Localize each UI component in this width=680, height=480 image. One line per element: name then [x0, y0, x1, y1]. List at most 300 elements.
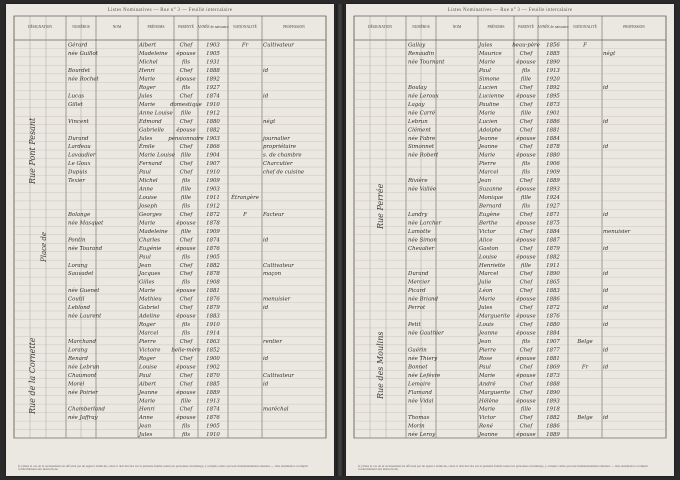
- right-cell-pro: id: [603, 288, 609, 295]
- left-cell-an: 1885: [206, 381, 220, 388]
- left-cell-nom: Lorang: [68, 262, 88, 269]
- left-table-row: [68, 42, 294, 49]
- left-table-row: [68, 389, 220, 396]
- right-cell-an: 1856: [546, 42, 560, 49]
- right-cell-par: Chef: [519, 127, 533, 134]
- right-table-row: [478, 161, 560, 167]
- left-table-row: [67, 161, 293, 167]
- right-cell-nat: F: [583, 42, 587, 49]
- right-cell-pre: Jeanne: [479, 330, 498, 337]
- right-cell-pro: id: [603, 415, 609, 422]
- left-cell-pro: id: [263, 68, 269, 75]
- right-cell-par: épouse: [516, 237, 536, 244]
- left-cell-an: 1908: [206, 279, 220, 286]
- right-cell-par: Chef: [519, 178, 533, 185]
- left-cell-par: Chef: [179, 68, 193, 75]
- right-cell-par: Chef: [519, 101, 533, 108]
- right-cell-pre: Louis: [479, 322, 494, 329]
- left-cell-an: 1863: [206, 338, 220, 345]
- left-cell-an: 1931: [206, 59, 220, 66]
- left-cell-an: 1882: [206, 127, 220, 134]
- right-table-row: [408, 152, 560, 159]
- left-column-header: NATIONALITÉ: [233, 25, 257, 29]
- right-cell-an: 1883: [546, 288, 560, 295]
- right-cell-nom: née Leroy: [408, 432, 436, 439]
- left-cell-pre: Jean: [139, 262, 152, 269]
- left-column-header: PRÉNOMS: [147, 25, 165, 29]
- left-cell-pro: id: [263, 355, 269, 362]
- right-cell-nom: Guérin: [408, 347, 427, 354]
- right-cell-par: Chef: [519, 423, 533, 430]
- left-cell-pro: Facteur: [263, 211, 285, 218]
- right-table-row: [478, 203, 560, 209]
- left-cell-an: 1889: [206, 389, 220, 396]
- left-cell-pre: Jeanne: [139, 389, 158, 396]
- right-cell-par: épouse: [516, 152, 536, 159]
- left-cell-an: 1910: [206, 432, 220, 439]
- street-label-perree: Rue Perrée: [376, 183, 385, 229]
- right-table-row: [407, 305, 609, 311]
- right-cell-par: épouse: [516, 93, 536, 100]
- left-cell-pre: Pierre: [139, 338, 156, 345]
- left-cell-nom: Gérard: [68, 42, 88, 49]
- left-cell-par: Chef: [179, 372, 193, 379]
- left-cell-par: fille: [180, 152, 192, 159]
- left-table-row: [138, 193, 259, 201]
- right-table-row: [407, 287, 609, 294]
- right-table-row: [408, 135, 560, 142]
- left-cell-pre: Paul: [139, 169, 151, 176]
- left-cell-pro: propriétaire: [263, 144, 297, 151]
- right-cell-pre: Jeanne: [479, 432, 498, 439]
- right-table-row: [407, 380, 560, 387]
- right-cell-an: 1920: [546, 76, 560, 83]
- left-cell-pro: Cultivateur: [263, 372, 294, 379]
- left-cell-nom: née Masquet: [68, 220, 104, 227]
- left-cell-par: fils: [181, 84, 191, 91]
- left-table-row: [138, 60, 220, 66]
- left-cell-par: Chef: [179, 144, 193, 151]
- left-cell-par: Chef: [179, 211, 193, 218]
- right-cell-pre: Victor: [479, 228, 496, 235]
- right-cell-an: 1895: [546, 93, 560, 100]
- right-cell-pre: Marie: [479, 59, 496, 66]
- right-cell-nom: née Vidal: [408, 398, 434, 405]
- right-cell-an: 1918: [546, 406, 560, 413]
- left-cell-par: Chef: [179, 93, 193, 100]
- left-table-row: [68, 219, 220, 226]
- right-table-row: [408, 219, 560, 226]
- left-cell-nom: Leblond: [68, 305, 91, 312]
- right-page: [346, 4, 674, 476]
- left-cell-par: fille: [180, 195, 192, 202]
- right-cell-pre: Jean: [479, 178, 492, 185]
- left-column-header: ANNÉE de naissance: [197, 25, 229, 29]
- right-cell-par: Chef: [519, 288, 533, 295]
- left-cell-nom: née Poirier: [68, 389, 99, 396]
- right-cell-pre: Simone: [479, 76, 500, 83]
- left-cell-nom: Marchand: [68, 338, 96, 345]
- right-table-row: [478, 170, 560, 176]
- right-cell-par: beau-père: [512, 42, 540, 49]
- right-cell-an: 1873: [546, 372, 560, 379]
- left-table-row: [68, 245, 220, 252]
- right-cell-pre: Rose: [479, 355, 493, 362]
- left-cell-pro: id: [263, 93, 269, 100]
- left-cell-an: 1888: [206, 68, 220, 75]
- left-cell-pre: Marie: [139, 288, 156, 295]
- right-table-row: [408, 346, 609, 353]
- left-page: [6, 4, 334, 476]
- right-cell-par: épouse: [516, 135, 536, 142]
- right-cell-par: épouse: [516, 220, 536, 227]
- left-cell-nom: Morel: [68, 381, 85, 388]
- left-cell-an: 1878: [206, 271, 220, 278]
- left-cell-an: 1914: [206, 330, 220, 337]
- left-cell-pre: Louise: [139, 364, 157, 371]
- left-cell-pre: Anne Louise: [139, 110, 173, 117]
- left-cell-pre: Marie: [139, 220, 156, 227]
- left-cell-pre: Louise: [139, 195, 157, 202]
- right-cell-an: 1888: [546, 381, 560, 388]
- right-cell-pre: Pierre: [479, 347, 496, 354]
- left-cell-pre: Michel: [139, 59, 158, 66]
- right-cell-nom: née Tournant: [408, 59, 445, 66]
- right-cell-an: 1885: [546, 51, 560, 58]
- left-cell-an: 1902: [206, 364, 220, 371]
- left-cell-nom: Gillet: [68, 101, 83, 108]
- right-cell-pre: Marie: [479, 296, 496, 303]
- right-cell-par: Chef: [519, 271, 533, 278]
- right-cell-pro: id: [603, 211, 609, 218]
- left-cell-pre: Georges: [139, 211, 162, 218]
- right-cell-pre: Gaston: [479, 245, 499, 252]
- left-cell-pro: rentier: [263, 338, 282, 345]
- left-table-row: [67, 263, 294, 269]
- right-table-row: [478, 263, 560, 269]
- left-table-row: [138, 398, 220, 404]
- right-table-row: [407, 119, 609, 125]
- left-cell-par: fils: [181, 423, 191, 430]
- left-cell-an: 1912: [206, 110, 220, 117]
- left-cell-pre: Marcel: [139, 330, 159, 337]
- left-cell-pre: Marie: [139, 101, 156, 108]
- right-table-row: [479, 76, 560, 82]
- left-cell-par: fils: [181, 203, 191, 210]
- left-cell-an: 1904: [206, 152, 220, 159]
- left-cell-an: 1907: [206, 161, 220, 168]
- right-table-row: [407, 102, 560, 108]
- left-cell-nom: Chaumont: [68, 372, 97, 379]
- left-cell-pre: Mathieu: [139, 296, 162, 303]
- left-cell-nom: née Rochet: [68, 76, 99, 83]
- right-cell-pre: Victor: [479, 415, 496, 422]
- left-cell-pre: Joseph: [139, 203, 158, 210]
- left-table-row: [68, 373, 294, 379]
- right-table-row: [407, 211, 609, 218]
- left-census-table: [6, 14, 334, 454]
- left-cell-an: 1866: [206, 144, 220, 151]
- left-column-header: NUMÉROS: [72, 25, 90, 29]
- right-table-row: [407, 85, 609, 91]
- right-cell-par: épouse: [516, 59, 536, 66]
- right-cell-an: 1871: [546, 211, 560, 218]
- right-cell-an: 1924: [546, 195, 560, 202]
- left-cell-an: 1927: [206, 84, 220, 91]
- left-cell-pre: Jules: [139, 432, 153, 439]
- right-table-row: [407, 390, 560, 396]
- left-cell-nat: Étrangère: [231, 195, 259, 202]
- right-table-row: [408, 372, 560, 379]
- right-cell-nom: Lagay: [408, 101, 425, 108]
- left-cell-par: fils: [181, 322, 191, 329]
- right-table-row: [478, 313, 560, 320]
- right-cell-an: 1881: [546, 355, 560, 362]
- right-cell-an: 1909: [546, 169, 560, 176]
- left-cell-par: épouse: [176, 364, 196, 371]
- left-cell-pre: Jules: [139, 135, 153, 142]
- right-table-row: [408, 415, 609, 421]
- left-cell-an: 1903: [206, 135, 220, 142]
- left-column-header: PROFESSION: [283, 25, 305, 29]
- right-cell-an: 1875: [546, 220, 560, 227]
- right-cell-an: 1884: [546, 228, 560, 235]
- left-table-row: [139, 280, 220, 286]
- left-cell-pre: Edmond: [139, 118, 162, 125]
- right-cell-pro: id: [603, 364, 609, 371]
- left-cell-an: 1892: [206, 76, 220, 83]
- left-cell-an: 1876: [206, 245, 220, 252]
- left-cell-pre: Fernand: [139, 161, 162, 168]
- left-table-row: [67, 153, 302, 159]
- left-table-row: [138, 254, 220, 260]
- left-cell-par: fils: [181, 279, 191, 286]
- right-cell-an: 1880: [546, 152, 560, 159]
- left-cell-an: 1870: [206, 372, 220, 379]
- left-cell-par: fils: [181, 330, 191, 337]
- left-cell-par: fils: [181, 254, 191, 261]
- right-cell-nom: Morin: [408, 423, 425, 430]
- right-cell-an: 1879: [546, 245, 560, 252]
- right-cell-par: épouse: [516, 355, 536, 362]
- right-cell-nom: Picard: [408, 288, 426, 295]
- right-cell-par: Chef: [519, 415, 533, 422]
- left-cell-nom: Pontin: [68, 237, 86, 244]
- left-table-row: [138, 432, 220, 438]
- left-cell-pre: Roger: [139, 84, 156, 91]
- left-cell-pre: Jacques: [139, 271, 161, 278]
- right-cell-pro: id: [603, 322, 609, 329]
- right-cell-par: Chef: [519, 322, 533, 329]
- right-cell-pre: Lucienne: [479, 93, 505, 100]
- right-table-row: [407, 322, 609, 328]
- right-cell-nat: Fr: [581, 364, 589, 371]
- left-page-footnote: (1) Dans le cas où le recensement est effectué par un agent à domicile, celui-ci doit inscrire sur la présente feuille toutes les personnes du ménage, y compris celles qui sont momentanément absentes — liste nominative à remplir conformément aux instructions.: [18, 463, 308, 472]
- left-table-row: [68, 297, 291, 303]
- right-cell-nom: Simonnet: [408, 144, 435, 151]
- right-table-row: [408, 59, 560, 66]
- left-cell-par: épouse: [176, 245, 196, 252]
- right-column-header: DÉSIGNATION: [368, 25, 392, 29]
- left-cell-par: fille: [180, 110, 192, 117]
- right-cell-nom: Gallay: [408, 42, 426, 49]
- left-cell-nom: Durand: [68, 135, 89, 142]
- right-cell-par: Chef: [519, 389, 533, 396]
- left-cell-an: 1900: [206, 355, 220, 362]
- left-cell-an: 1905: [206, 51, 220, 58]
- street-label-cornette: Rue de la Cornette: [28, 337, 37, 414]
- left-cell-par: pensionnaire: [168, 135, 204, 142]
- right-cell-nom: née Briand: [408, 296, 438, 303]
- right-cell-an: 1872: [546, 305, 560, 312]
- right-cell-nom: née Fabre: [408, 135, 436, 142]
- right-table-row: [478, 68, 560, 74]
- right-cell-par: Chef: [519, 118, 533, 125]
- right-cell-pre: Marie: [479, 152, 496, 159]
- left-cell-par: Chef: [179, 161, 193, 168]
- right-table-row: [408, 109, 560, 116]
- right-cell-an: 1887: [546, 237, 560, 244]
- right-column-header: PROFESSION: [623, 25, 645, 29]
- left-cell-pre: Victoire: [139, 347, 161, 354]
- right-column-header: NATIONALITÉ: [573, 25, 597, 29]
- right-cell-par: fille: [520, 262, 532, 269]
- right-cell-pro: id: [603, 84, 609, 91]
- left-cell-pre: Madeleine: [139, 51, 168, 58]
- left-cell-nom: Le Goux: [68, 161, 91, 168]
- left-cell-pre: Roger: [139, 355, 156, 362]
- left-cell-an: 1913: [206, 398, 220, 405]
- left-cell-pre: Michel: [139, 178, 158, 185]
- left-cell-an: 1905: [206, 423, 220, 430]
- right-cell-pre: Eugène: [479, 211, 500, 218]
- left-table-row: [138, 85, 220, 91]
- right-cell-nat: Belge: [577, 415, 593, 422]
- left-table-row: [67, 339, 282, 345]
- right-cell-an: 1886: [546, 118, 560, 125]
- right-cell-an: 1869: [546, 364, 560, 371]
- left-cell-pre: Eugénie: [139, 245, 162, 252]
- left-cell-par: Chef: [179, 381, 193, 388]
- left-cell-an: 1872: [206, 211, 220, 218]
- left-table-row: [68, 406, 289, 413]
- street-label-moulins: Rue des Moulins: [376, 331, 385, 399]
- right-cell-nom: née Robert: [408, 152, 439, 159]
- right-table-row: [478, 253, 560, 260]
- right-cell-par: épouse: [516, 432, 536, 439]
- right-cell-pre: Louise: [479, 254, 497, 261]
- right-cell-pre: Monique: [479, 195, 504, 202]
- left-cell-pre: Adeline: [139, 313, 160, 320]
- right-cell-nom: née Gauthier: [408, 330, 444, 337]
- right-cell-an: 1913: [546, 68, 560, 75]
- left-column-header: PARENTÉ: [178, 25, 194, 29]
- left-cell-an: 1852: [206, 347, 220, 354]
- left-cell-pre: Émile: [139, 144, 155, 151]
- right-table-row: [408, 92, 560, 99]
- left-cell-pre: Gabrielle: [139, 127, 165, 134]
- left-cell-pro: id: [263, 237, 269, 244]
- book-gutter: [336, 4, 344, 476]
- right-census-table: [346, 14, 674, 454]
- right-column-header: ANNÉE de naissance: [537, 25, 569, 29]
- right-cell-an: 1884: [546, 135, 560, 142]
- right-cell-nom: née Carré: [408, 110, 436, 117]
- left-cell-pro: Charcutier: [263, 161, 293, 168]
- left-cell-an: 1910: [206, 101, 220, 108]
- right-table-row: [408, 42, 587, 49]
- right-cell-nom: Mercier: [408, 279, 430, 286]
- left-table-row: [67, 237, 269, 243]
- right-cell-nom: née Larcher: [408, 220, 442, 227]
- right-cell-an: 1907: [546, 338, 560, 345]
- left-cell-an: 1883: [206, 313, 220, 320]
- left-cell-par: Chef: [179, 305, 193, 312]
- left-cell-nom: née Guenet: [68, 288, 100, 295]
- left-cell-pre: Albert: [139, 381, 157, 388]
- right-cell-pre: Jules: [479, 305, 493, 312]
- right-cell-pre: Jean: [479, 338, 492, 345]
- right-cell-par: Chef: [519, 279, 533, 286]
- left-cell-pre: Marie Louise: [139, 152, 175, 159]
- right-cell-an: 1865: [546, 279, 560, 286]
- right-cell-an: 1901: [546, 110, 560, 117]
- left-table-row: [138, 110, 220, 116]
- right-cell-nom: Clément: [408, 127, 431, 134]
- right-cell-par: fille: [520, 110, 532, 117]
- left-cell-par: épouse: [176, 288, 196, 295]
- left-cell-nom: Lavaudier: [68, 152, 96, 159]
- left-cell-par: épouse: [176, 220, 196, 227]
- left-cell-an: 1912: [206, 203, 220, 210]
- right-cell-an: 1881: [546, 127, 560, 134]
- right-cell-pro: menuisier: [603, 228, 631, 235]
- left-cell-par: Chef: [179, 42, 193, 49]
- left-table-row: [67, 212, 284, 218]
- right-cell-nom: née Thiery: [408, 355, 438, 362]
- right-cell-an: 1890: [546, 271, 560, 278]
- right-cell-nom: Lamotte: [408, 228, 431, 235]
- right-cell-nom: Thomas: [408, 415, 430, 422]
- right-cell-pro: id: [603, 245, 609, 252]
- left-cell-pro: maréchal: [263, 406, 289, 413]
- left-cell-an: 1905: [206, 254, 220, 261]
- left-page-header: Listes Nominatives — Rue n° 3 — Feuille intercalaire: [107, 8, 233, 13]
- left-cell-an: 1874: [206, 237, 220, 244]
- left-cell-par: Chef: [179, 169, 193, 176]
- right-cell-nom: Petit: [408, 322, 421, 329]
- left-cell-an: 1903: [206, 42, 220, 49]
- left-cell-nom: née Laurent: [68, 313, 102, 320]
- left-cell-pre: Paul: [139, 254, 151, 261]
- left-cell-nom: Bolange: [68, 211, 91, 218]
- right-cell-an: 1893: [546, 186, 560, 193]
- right-table-row: [478, 339, 593, 345]
- right-cell-pre: Paul: [479, 68, 491, 75]
- right-column-header: PRÉNOMS: [487, 25, 505, 29]
- left-cell-an: 1876: [206, 415, 220, 422]
- right-cell-nom: Chevalier: [408, 245, 435, 252]
- right-cell-par: Chef: [519, 364, 533, 371]
- street-label-pont-pesant: Rue Pont Pesant: [28, 117, 37, 184]
- right-cell-an: 1878: [546, 144, 560, 151]
- right-cell-par: épouse: [516, 330, 536, 337]
- left-cell-pro: journalier: [263, 135, 290, 142]
- right-cell-par: Chef: [519, 51, 533, 58]
- left-table-row: [138, 331, 220, 337]
- left-cell-par: domestique: [170, 101, 202, 108]
- right-cell-pre: René: [479, 423, 493, 430]
